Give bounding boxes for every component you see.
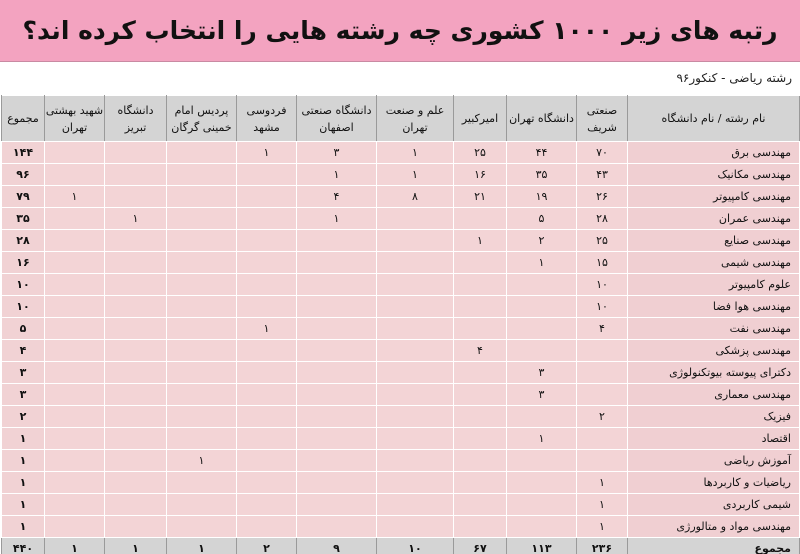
count-cell (297, 428, 377, 450)
count-cell (454, 450, 507, 472)
table-row (2, 516, 800, 538)
count-cell (167, 494, 237, 516)
count-cell (237, 164, 297, 186)
count-cell (237, 252, 297, 274)
count-cell (167, 230, 237, 252)
column-total-cell: ۴۴۰ (2, 538, 45, 554)
count-cell: ۲ (507, 230, 577, 252)
row-total-cell: ۲ (2, 406, 45, 428)
count-cell (377, 208, 454, 230)
count-cell (105, 340, 167, 362)
major-name-cell: مهندسی پزشکی (628, 340, 800, 362)
count-cell (297, 406, 377, 428)
major-name-cell: مهندسی نفت (628, 318, 800, 340)
count-cell (377, 296, 454, 318)
count-cell: ۲۵ (577, 230, 628, 252)
count-cell: ۱۵ (577, 252, 628, 274)
table-row (2, 340, 800, 362)
count-cell (237, 406, 297, 428)
count-cell (105, 516, 167, 538)
count-cell (167, 318, 237, 340)
count-cell (105, 142, 167, 164)
count-cell (45, 516, 105, 538)
count-cell (167, 252, 237, 274)
row-total-cell: ۲۸ (2, 230, 45, 252)
count-cell (507, 406, 577, 428)
column-header: صنعتی شریف (577, 96, 628, 142)
count-cell (45, 450, 105, 472)
count-cell (167, 340, 237, 362)
count-cell (297, 516, 377, 538)
row-total-cell: ۳ (2, 362, 45, 384)
major-name-cell: مهندسی برق (628, 142, 800, 164)
count-cell (454, 472, 507, 494)
row-total-cell: ۱۴۴ (2, 142, 45, 164)
major-name-cell: ریاضیات و کاربردها (628, 472, 800, 494)
count-cell (377, 472, 454, 494)
count-cell (105, 318, 167, 340)
count-cell (237, 230, 297, 252)
table-row (2, 384, 800, 406)
count-cell: ۵ (507, 208, 577, 230)
count-cell: ۱ (577, 516, 628, 538)
table-row (2, 362, 800, 384)
count-cell: ۲۱ (454, 186, 507, 208)
count-cell (167, 296, 237, 318)
count-cell (167, 142, 237, 164)
row-total-cell: ۱۶ (2, 252, 45, 274)
count-cell (377, 340, 454, 362)
count-cell: ۲ (577, 406, 628, 428)
major-name-cell: مهندسی هوا فضا (628, 296, 800, 318)
count-cell: ۱ (377, 164, 454, 186)
count-cell: ۷۰ (577, 142, 628, 164)
count-cell: ۱ (507, 428, 577, 450)
row-total-cell: ۱۰ (2, 296, 45, 318)
column-header: فردوسی مشهد (237, 96, 297, 142)
count-cell (105, 230, 167, 252)
major-name-cell: مهندسی معماری (628, 384, 800, 406)
count-cell (105, 450, 167, 472)
count-cell (45, 230, 105, 252)
table-row (2, 472, 800, 494)
column-header: نام رشته / نام دانشگاه (628, 96, 800, 142)
count-cell (45, 252, 105, 274)
table-row (2, 164, 800, 186)
count-cell (237, 208, 297, 230)
major-name-cell: آموزش ریاضی (628, 450, 800, 472)
table-row (2, 274, 800, 296)
major-name-cell: مهندسی عمران (628, 208, 800, 230)
count-cell (105, 296, 167, 318)
row-total-cell: ۴ (2, 340, 45, 362)
column-total-cell: ۹ (297, 538, 377, 554)
count-cell (507, 450, 577, 472)
count-cell (454, 362, 507, 384)
count-cell (105, 384, 167, 406)
count-cell (577, 450, 628, 472)
table-row (2, 494, 800, 516)
count-cell (45, 428, 105, 450)
count-cell (507, 274, 577, 296)
count-cell (237, 494, 297, 516)
count-cell: ۲۸ (577, 208, 628, 230)
table-row (2, 230, 800, 252)
count-cell: ۴ (454, 340, 507, 362)
count-cell (377, 252, 454, 274)
count-cell (237, 450, 297, 472)
count-cell (237, 516, 297, 538)
count-cell (297, 384, 377, 406)
count-cell: ۳ (297, 142, 377, 164)
column-total-cell: ۲۳۶ (577, 538, 628, 554)
major-name-cell: شیمی کاربردی (628, 494, 800, 516)
count-cell (237, 274, 297, 296)
count-cell: ۱ (454, 230, 507, 252)
row-total-cell: ۱ (2, 472, 45, 494)
count-cell (297, 230, 377, 252)
row-total-cell: ۳۵ (2, 208, 45, 230)
count-cell (577, 384, 628, 406)
rankings-table (1, 95, 800, 554)
count-cell (237, 186, 297, 208)
count-cell (167, 164, 237, 186)
count-cell (237, 472, 297, 494)
major-name-cell: علوم کامپیوتر (628, 274, 800, 296)
count-cell (237, 340, 297, 362)
count-cell (167, 208, 237, 230)
count-cell (297, 252, 377, 274)
row-total-cell: ۱ (2, 450, 45, 472)
count-cell: ۱ (297, 164, 377, 186)
count-cell (167, 472, 237, 494)
count-cell (454, 406, 507, 428)
table-row (2, 318, 800, 340)
count-cell (577, 340, 628, 362)
count-cell (105, 406, 167, 428)
count-cell: ۱ (167, 450, 237, 472)
count-cell (377, 362, 454, 384)
count-cell (45, 472, 105, 494)
column-header: شهید بهشتی تهران (45, 96, 105, 142)
count-cell (237, 384, 297, 406)
count-cell (105, 274, 167, 296)
count-cell (45, 362, 105, 384)
table-row (2, 142, 800, 164)
table-row (2, 296, 800, 318)
count-cell (507, 296, 577, 318)
count-cell (105, 428, 167, 450)
count-cell (105, 164, 167, 186)
count-cell (454, 252, 507, 274)
count-cell (105, 362, 167, 384)
count-cell (45, 494, 105, 516)
row-total-cell: ۱ (2, 428, 45, 450)
count-cell: ۴ (577, 318, 628, 340)
count-cell (297, 494, 377, 516)
column-total-cell: ۱۱۳ (507, 538, 577, 554)
count-cell (167, 406, 237, 428)
count-cell: ۱ (577, 472, 628, 494)
count-cell (454, 494, 507, 516)
count-cell (167, 274, 237, 296)
count-cell: ۳ (507, 384, 577, 406)
count-cell: ۱۰ (577, 296, 628, 318)
count-cell (454, 208, 507, 230)
count-cell (507, 494, 577, 516)
count-cell: ۱۰ (577, 274, 628, 296)
major-name-cell: مهندسی شیمی (628, 252, 800, 274)
count-cell (45, 142, 105, 164)
totals-label: مجموع (628, 538, 800, 554)
count-cell: ۸ (377, 186, 454, 208)
count-cell: ۱۹ (507, 186, 577, 208)
count-cell (377, 516, 454, 538)
count-cell (237, 362, 297, 384)
count-cell: ۱ (577, 494, 628, 516)
count-cell (45, 296, 105, 318)
count-cell (454, 428, 507, 450)
row-total-cell: ۱۰ (2, 274, 45, 296)
table-row (2, 252, 800, 274)
totals-row (2, 538, 800, 554)
count-cell (105, 252, 167, 274)
column-total-cell: ۲ (237, 538, 297, 554)
count-cell: ۱ (237, 142, 297, 164)
major-name-cell: مهندسی مواد و متالورژی (628, 516, 800, 538)
count-cell (454, 296, 507, 318)
column-header: دانشگاه صنعتی اصفهان (297, 96, 377, 142)
column-header: پردیس امام خمینی گرگان (167, 96, 237, 142)
major-name-cell: مهندسی کامپیوتر (628, 186, 800, 208)
count-cell: ۳۵ (507, 164, 577, 186)
count-cell: ۴ (297, 186, 377, 208)
count-cell (454, 318, 507, 340)
page-title: رتبه های زیر ۱۰۰۰ کشوری چه رشته هایی را انتخاب کرده اند؟ (22, 16, 778, 45)
major-name-cell: مهندسی صنایع (628, 230, 800, 252)
table-row (2, 208, 800, 230)
count-cell (377, 450, 454, 472)
count-cell: ۱ (507, 252, 577, 274)
row-total-cell: ۵ (2, 318, 45, 340)
table-row (2, 428, 800, 450)
major-name-cell: دکترای پیوسته بیوتکنولوژی (628, 362, 800, 384)
count-cell (45, 406, 105, 428)
count-cell: ۱ (297, 208, 377, 230)
count-cell (297, 274, 377, 296)
count-cell (454, 516, 507, 538)
count-cell (167, 516, 237, 538)
column-total-cell: ۱۰ (377, 538, 454, 554)
count-cell (507, 516, 577, 538)
count-cell (237, 296, 297, 318)
major-name-cell: اقتصاد (628, 428, 800, 450)
column-total-cell: ۱ (167, 538, 237, 554)
count-cell (45, 208, 105, 230)
count-cell (297, 472, 377, 494)
count-cell (454, 274, 507, 296)
column-total-cell: ۶۷ (454, 538, 507, 554)
count-cell (377, 406, 454, 428)
count-cell (377, 384, 454, 406)
table-subtitle: رشته ریاضی - کنکور۹۶ (676, 71, 792, 85)
column-header: مجموع (2, 96, 45, 142)
count-cell (167, 384, 237, 406)
row-total-cell: ۷۹ (2, 186, 45, 208)
count-cell (507, 318, 577, 340)
count-cell: ۴۳ (577, 164, 628, 186)
major-name-cell: مهندسی مکانیک (628, 164, 800, 186)
column-header: دانشگاه تهران (507, 96, 577, 142)
count-cell (45, 340, 105, 362)
table-row (2, 450, 800, 472)
column-header: علم و صنعت تهران (377, 96, 454, 142)
table-header-row (2, 96, 800, 142)
column-header: دانشگاه تبریز (105, 96, 167, 142)
column-header: امیرکبیر (454, 96, 507, 142)
row-total-cell: ۱ (2, 516, 45, 538)
count-cell: ۱ (377, 142, 454, 164)
count-cell (237, 428, 297, 450)
count-cell (105, 494, 167, 516)
row-total-cell: ۳ (2, 384, 45, 406)
count-cell: ۱ (45, 186, 105, 208)
table-row (2, 406, 800, 428)
count-cell (167, 362, 237, 384)
count-cell (167, 428, 237, 450)
count-cell (45, 274, 105, 296)
count-cell (297, 318, 377, 340)
count-cell (45, 318, 105, 340)
count-cell (297, 450, 377, 472)
row-total-cell: ۱ (2, 494, 45, 516)
column-total-cell: ۱ (45, 538, 105, 554)
count-cell: ۴۴ (507, 142, 577, 164)
count-cell (577, 362, 628, 384)
count-cell: ۲۵ (454, 142, 507, 164)
column-total-cell: ۱ (105, 538, 167, 554)
count-cell (105, 472, 167, 494)
count-cell (45, 164, 105, 186)
title-banner (0, 0, 800, 62)
count-cell: ۳ (507, 362, 577, 384)
row-total-cell: ۹۶ (2, 164, 45, 186)
count-cell (105, 186, 167, 208)
count-cell (377, 428, 454, 450)
count-cell (507, 340, 577, 362)
count-cell: ۲۶ (577, 186, 628, 208)
count-cell (507, 472, 577, 494)
count-cell: ۱ (105, 208, 167, 230)
count-cell (297, 296, 377, 318)
count-cell (167, 186, 237, 208)
count-cell (297, 362, 377, 384)
count-cell (377, 274, 454, 296)
count-cell: ۱ (237, 318, 297, 340)
count-cell (454, 384, 507, 406)
major-name-cell: فیزیک (628, 406, 800, 428)
count-cell (45, 384, 105, 406)
table-row (2, 186, 800, 208)
count-cell: ۱۶ (454, 164, 507, 186)
count-cell (577, 428, 628, 450)
count-cell (377, 318, 454, 340)
count-cell (377, 230, 454, 252)
count-cell (377, 494, 454, 516)
count-cell (297, 340, 377, 362)
